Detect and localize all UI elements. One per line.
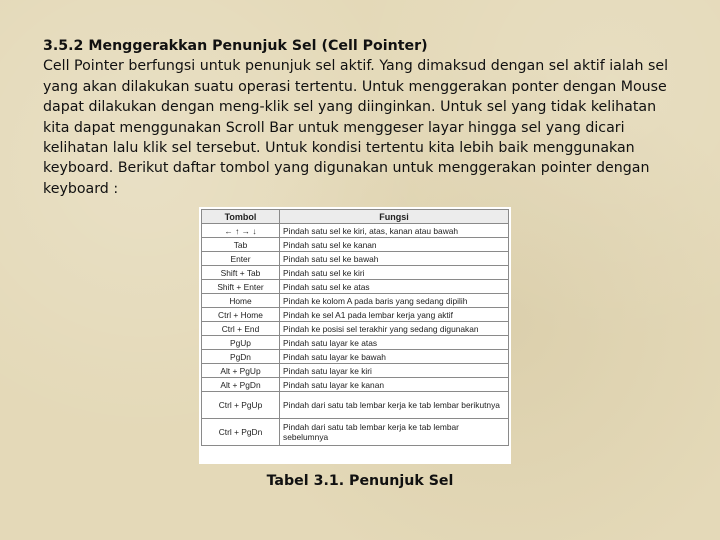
table-row xyxy=(202,308,509,322)
keyboard-table xyxy=(201,209,509,446)
key-cell: Shift + Tab xyxy=(202,266,280,280)
key-cell: Ctrl + PgUp xyxy=(202,392,280,419)
function-cell: Pindah ke kolom A pada baris yang sedang dipilih xyxy=(280,294,509,308)
table-row xyxy=(202,419,509,446)
function-cell: Pindah satu sel ke bawah xyxy=(280,252,509,266)
table-row xyxy=(202,364,509,378)
header-tombol: Tombol xyxy=(202,210,280,224)
key-cell: Ctrl + End xyxy=(202,322,280,336)
table-header-row xyxy=(202,210,509,224)
table-row xyxy=(202,294,509,308)
key-cell: PgDn xyxy=(202,350,280,364)
function-cell: Pindah satu sel ke kiri, atas, kanan atau bawah xyxy=(280,224,509,238)
function-cell: Pindah satu sel ke kanan xyxy=(280,238,509,252)
body-paragraph: Cell Pointer berfungsi untuk penunjuk sel aktif. Yang dimaksud dengan sel aktif ialah sel yang akan dilakukan suatu operasi tertentu. Untuk menggerakan ponter dengan Mouse dapat dilakukan dengan meng-klik sel yang diinginkan. Untuk sel yang tidak kelihatan kita dapat menggunakan Scroll Bar untuk menggeser layar hingga sel yang dicari kelihatan lalu klik sel tersebut. Untuk kondisi tertentu kita lebih baik menggunakan keyboard. Berikut daftar tombol yang digunakan untuk menggerakan pointer dengan keyboard : xyxy=(43,58,669,197)
function-cell: Pindah satu layar ke bawah xyxy=(280,350,509,364)
keyboard-table-image xyxy=(199,207,511,464)
header-fungsi: Fungsi xyxy=(280,210,509,224)
key-cell: Ctrl + Home xyxy=(202,308,280,322)
table-row xyxy=(202,350,509,364)
key-cell: Ctrl + PgDn xyxy=(202,419,280,446)
key-cell: PgUp xyxy=(202,336,280,350)
function-cell: Pindah satu layar ke kanan xyxy=(280,378,509,392)
function-cell: Pindah satu layar ke atas xyxy=(280,336,509,350)
function-cell: Pindah dari satu tab lembar kerja ke tab lembar sebelumnya xyxy=(280,419,509,446)
key-cell: Tab xyxy=(202,238,280,252)
table-row xyxy=(202,392,509,419)
function-cell: Pindah satu sel ke kiri xyxy=(280,266,509,280)
table-row xyxy=(202,322,509,336)
key-cell: Enter xyxy=(202,252,280,266)
table-row xyxy=(202,238,509,252)
table-row xyxy=(202,224,509,238)
key-cell: Alt + PgDn xyxy=(202,378,280,392)
section-heading: 3.5.2 Menggerakkan Penunjuk Sel (Cell Pointer) xyxy=(43,38,428,54)
slide-body xyxy=(43,36,673,199)
function-cell: Pindah ke sel A1 pada lembar kerja yang aktif xyxy=(280,308,509,322)
function-cell: Pindah satu sel ke atas xyxy=(280,280,509,294)
function-cell: Pindah satu layar ke kiri xyxy=(280,364,509,378)
function-cell: Pindah ke posisi sel terakhir yang sedang digunakan xyxy=(280,322,509,336)
table-row xyxy=(202,336,509,350)
table-row xyxy=(202,378,509,392)
key-cell: Shift + Enter xyxy=(202,280,280,294)
key-cell: ← ↑ → ↓ xyxy=(202,224,280,238)
key-cell: Alt + PgUp xyxy=(202,364,280,378)
key-cell: Home xyxy=(202,294,280,308)
function-cell: Pindah dari satu tab lembar kerja ke tab lembar berikutnya xyxy=(280,392,509,419)
table-row xyxy=(202,252,509,266)
table-row xyxy=(202,266,509,280)
table-caption: Tabel 3.1. Penunjuk Sel xyxy=(266,473,454,489)
table-row xyxy=(202,280,509,294)
